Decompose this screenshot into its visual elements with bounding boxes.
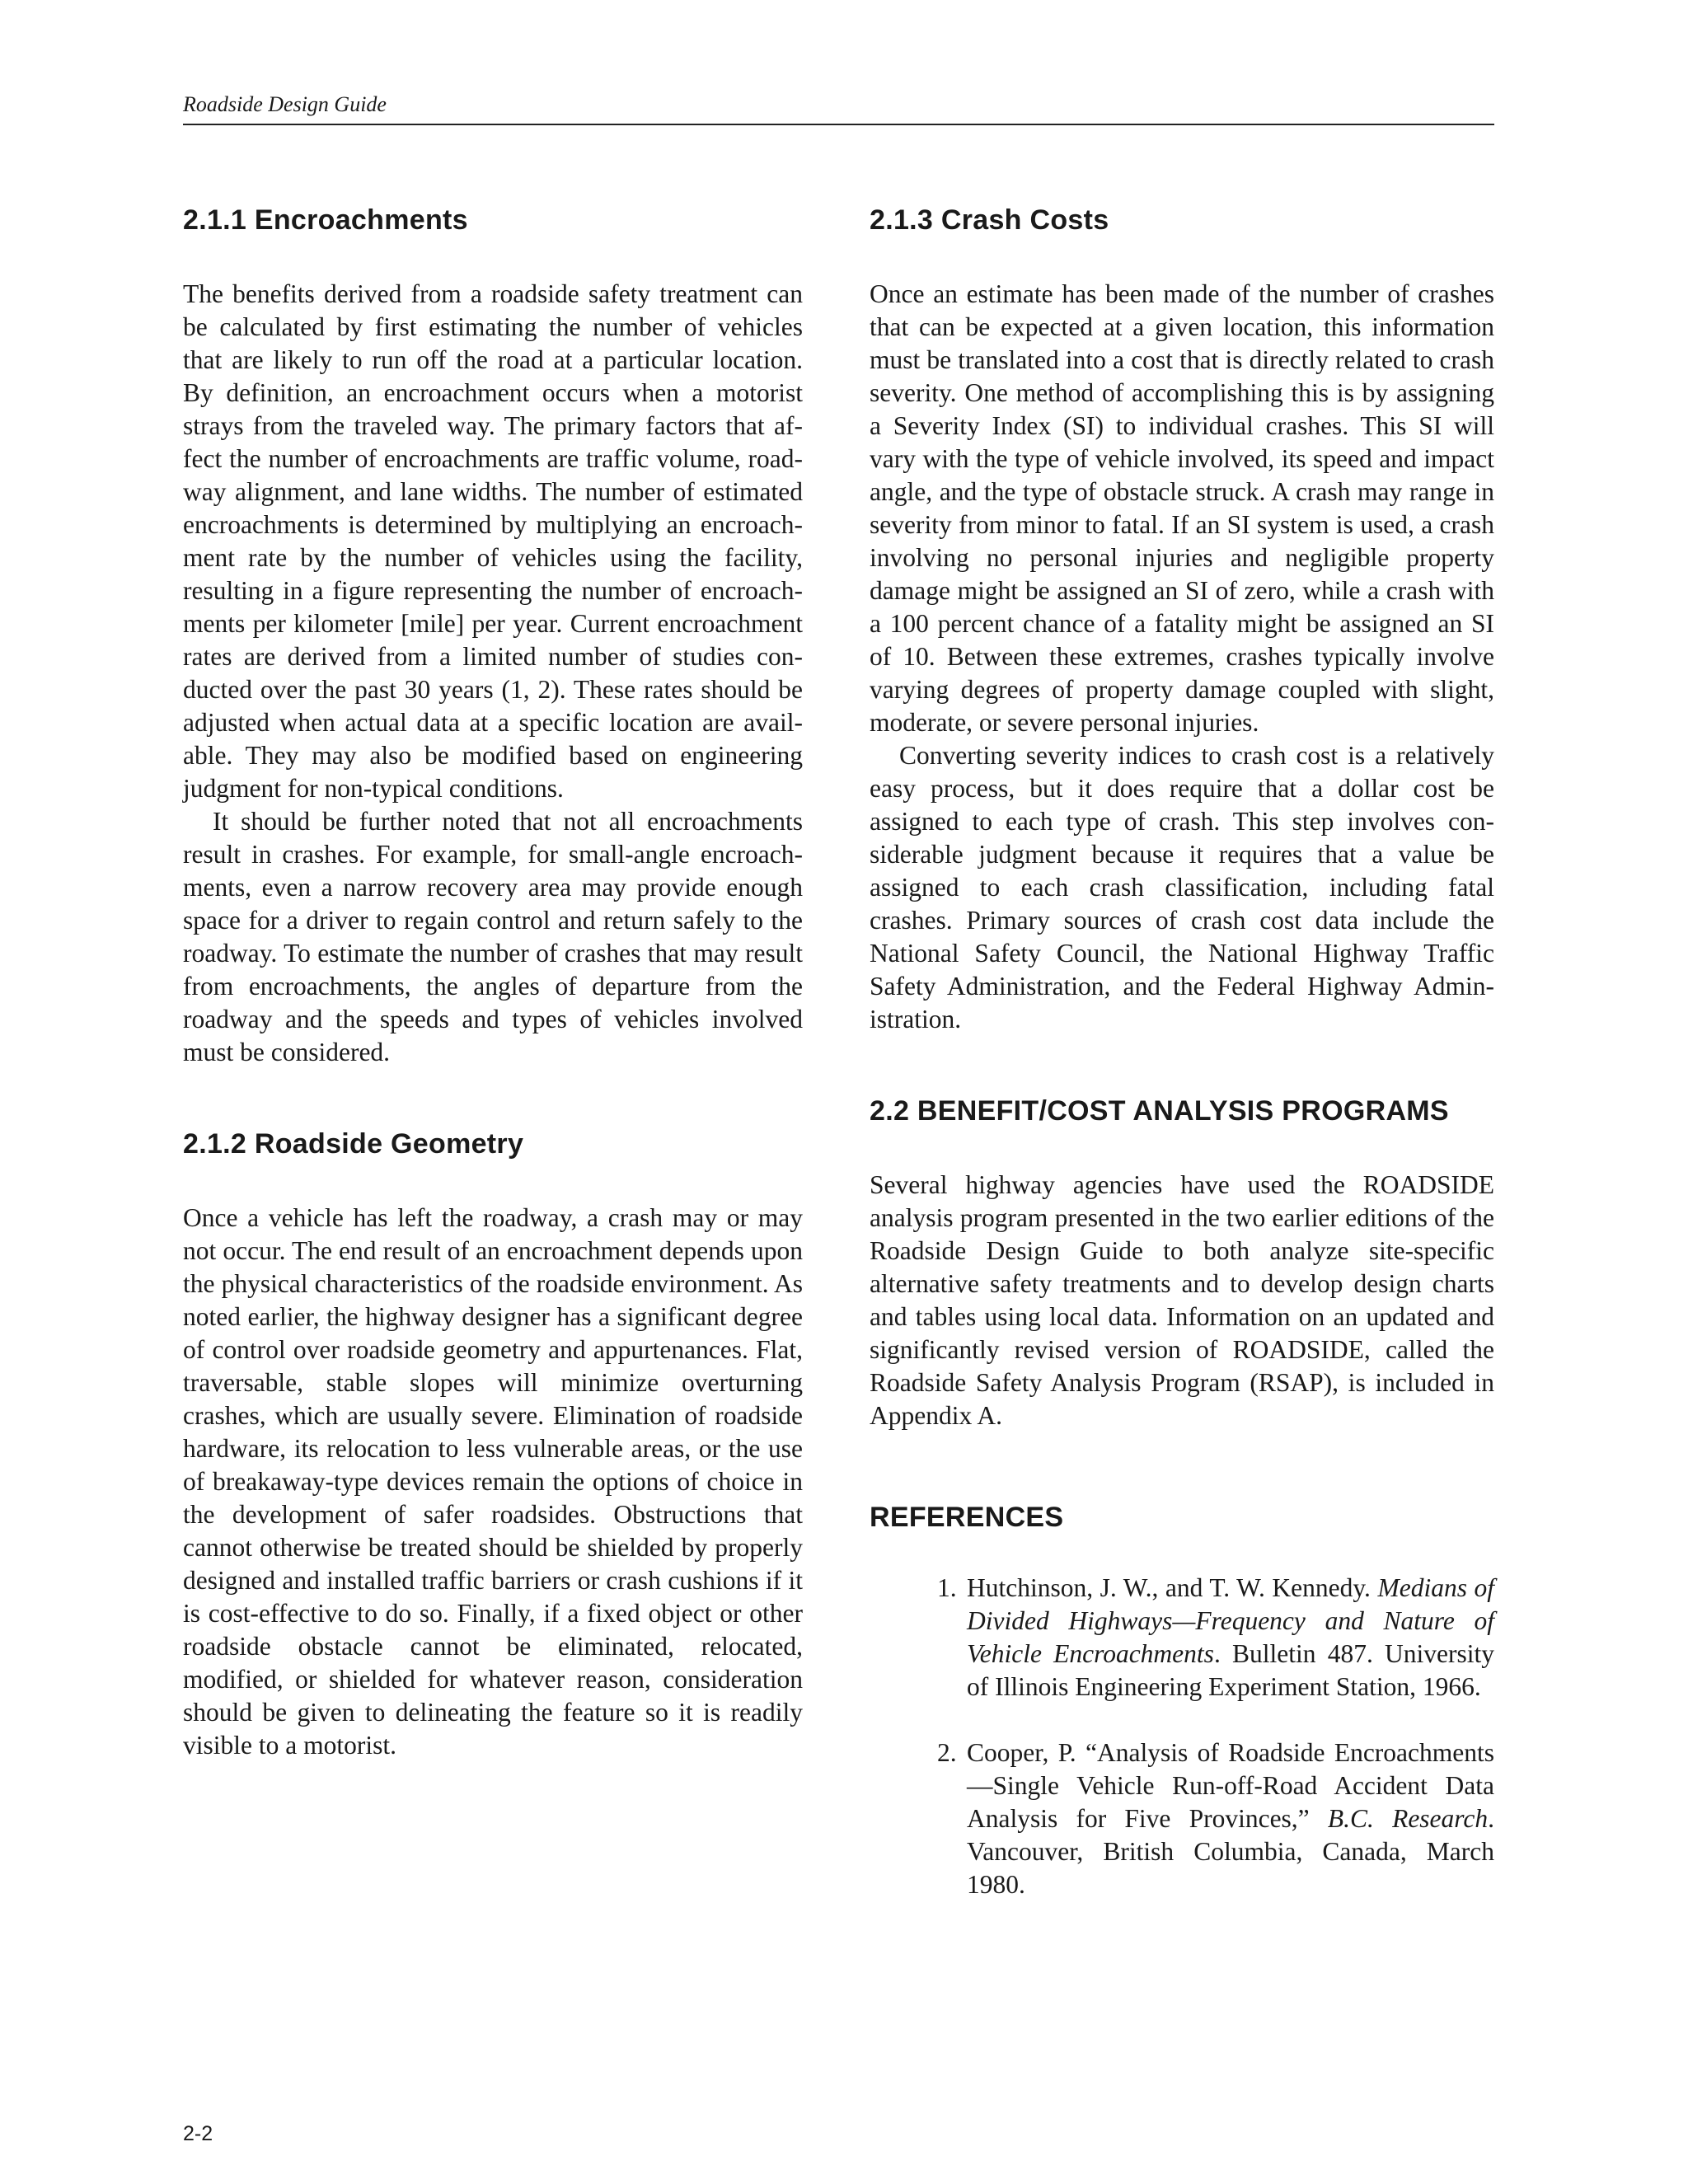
programs-paragraph-1: Several highway agencies have used the ROADSIDE analysis program presented in the two earlier editions of the Roadside Design Guide to both analyze site-specific alternative safety treatments and to develop design charts and tables using local data. Information on an updated and significantly revised version of ROADSIDE, called the Roadside Safety Analysis Program (RSAP), is included in Appendix A. (870, 1170, 1494, 1430)
reference-item (870, 1572, 1494, 1704)
reference-text (967, 1572, 1494, 1704)
page-number: 2-2 (183, 2122, 213, 2145)
reference-number: 2. (937, 1738, 957, 1767)
section-title-roadside-geometry: 2.1.2 Roadside Geometry (183, 1128, 524, 1160)
encroachments-paragraph-2: It should be further noted that not all encroachments result in crashes. For example, for small-angle encroachments, even a narrow recovery area may provide enough space for a driver to regain control and return safely to the roadway. To estimate the number of crashes that may result from encroachments, the angles of departure from the roadway and the speeds and types of vehicles involved must be considered. (183, 807, 803, 1066)
section-title-references: REFERENCES (870, 1502, 1064, 1533)
crash-costs-paragraph-2: Converting severity indices to crash cost is a relatively easy process, but it does require that a dollar cost be assigned to each type of crash. This step involves considerable judgment because it requires that a value be assigned to each crash classification, including fatal crashes. Primary sources of crash cost data include the National Safety Council, the National Highway Traffic Safety Administration, and the Federal Highway Administration. (870, 741, 1494, 1033)
reference-details: . Vancouver, British Columbia, Canada, March 1980. (967, 1804, 1494, 1899)
reference-details: . Bulletin 487. University of Illinois Engineering Experiment Station, 1966. (967, 1639, 1495, 1701)
crash-costs-paragraph-1: Once an estimate has been made of the number of crashes that can be expected at a given location, this information must be translated into a cost that is directly related to crash severity. One method of accomplishing this is by assigning a Severity Index (SI) to individual crashes. This SI will vary with the type of vehicle involved, its speed and impact angle, and the type of obstacle struck. A crash may range in severity from minor to fatal. If an SI system is used, a crash involving no personal injuries and negligible property damage might be assigned an SI of zero, while a crash with a 100 percent chance of a fatality might be assigned an SI of 10. Between these extremes, crashes typically involve varying degrees of property damage coupled with slight, moderate, or severe personal injuries. (870, 279, 1494, 737)
encroachments-paragraph-1: The benefits derived from a roadside safety treatment can be calculated by first estimating the number of vehicles that are likely to run off the road at a particular location. By definition, an encroachment occurs when a motorist strays from the traveled way. The primary factors that affect the number of encroachments are traffic volume, roadway alignment, and lane widths. The number of estimated encroachments is determined by multiplying an encroachment rate by the number of vehicles using the facility, resulting in a figure representing the number of encroachments per kilometer [mile] per year. Current encroachment rates are derived from a limited number of studies conducted over the past 30 years (1, 2). These rates should be adjusted when actual data at a specific location are available. They may also be modified based on engineering judgment for non-typical conditions. (183, 279, 803, 803)
reference-authors: Hutchinson, J. W., and T. W. Kennedy. (967, 1573, 1378, 1602)
right-column (870, 204, 1494, 1901)
section-title-benefit-cost-programs: 2.2 BENEFIT/COST ANALYSIS PROGRAMS (870, 1095, 1449, 1127)
section-title-encroachments: 2.1.1 Encroachments (183, 204, 468, 236)
reference-number: 1. (937, 1573, 957, 1602)
reference-work-title: B.C. Research (1327, 1804, 1489, 1833)
geometry-paragraph-1: Once a vehicle has left the roadway, a crash may or may not occur. The end result of an encroachment depends upon the physical characteristics of the roadside environment. As noted earlier, the highway designer has a significant degree of control over roadside geometry and appurtenances. Flat, traversable, stable slopes will minimize overturning crashes, which are usually severe. Elimination of roadside hardware, its relocation to less vulnerable areas, or the use of breakaway-type devices remain the options of choice in the development of safer roadsides. Obstructions that cannot otherwise be treated should be shielded by properly designed and installed traffic barriers or crash cushions if it is cost-effective to do so. Finally, if a fixed object or other roadside obstacle cannot be eliminated, relocated, modified, or shielded for whatever reason, consideration should be given to delineating the feature so it is readily visible to a motorist. (183, 1203, 803, 1760)
reference-work-title: Medians of Divided Highways—Frequency and Nature of Vehicle Encroachments (967, 1573, 1494, 1668)
running-head: Roadside Design Guide (183, 92, 387, 116)
reference-authors: Cooper, P. “Analysis of Roadside Encroachments—Single Vehicle Run-off-Road Accident Data Analysis for Five Provinces,” (967, 1738, 1494, 1833)
left-column (183, 204, 803, 1762)
header-rule (183, 124, 1494, 125)
reference-item (870, 1736, 1494, 1901)
reference-text (967, 1736, 1494, 1901)
section-title-crash-costs: 2.1.3 Crash Costs (870, 204, 1109, 236)
